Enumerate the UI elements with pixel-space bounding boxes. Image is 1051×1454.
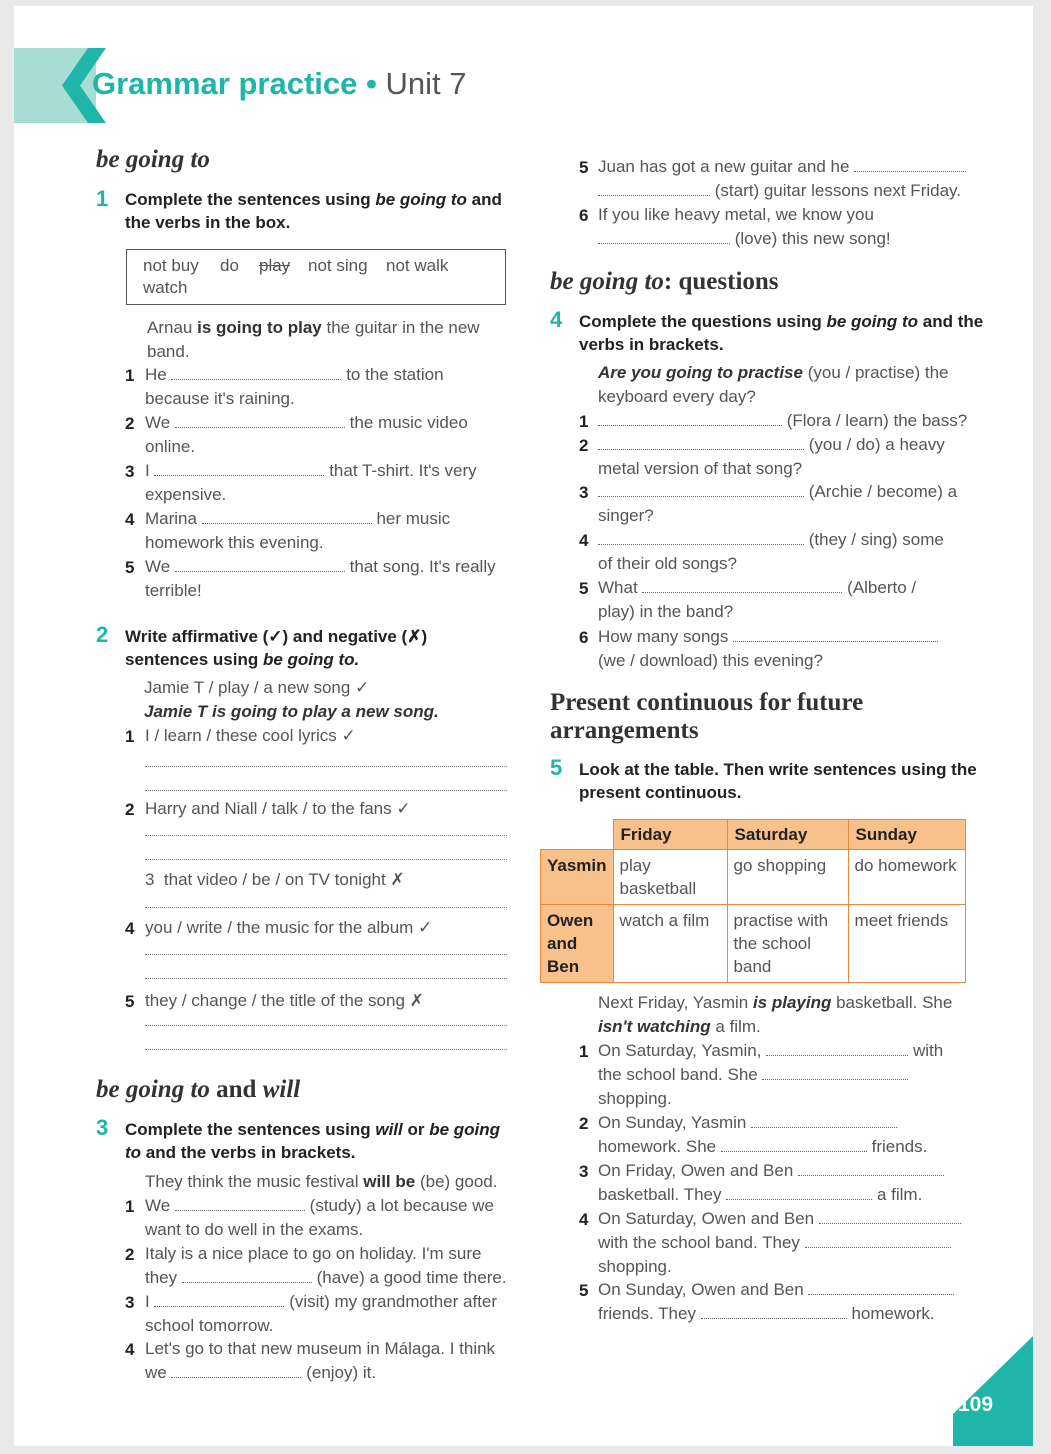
exercise-item-cont: play) in the band?: [598, 602, 734, 621]
exercise-instruction: Look at the table. Then write sentences using the present continuous.: [579, 760, 977, 802]
page-title: Grammar practice • Unit 7: [92, 66, 467, 101]
exercise-item-cont: homework this evening.: [145, 533, 324, 552]
answer-line[interactable]: [145, 1025, 507, 1026]
answer-blank[interactable]: [819, 1209, 961, 1224]
item-number: 4: [579, 531, 589, 550]
item-number: 6: [579, 206, 589, 225]
answer-line[interactable]: [145, 766, 507, 767]
answer-blank[interactable]: [175, 413, 345, 428]
exercise-number: 1: [96, 186, 109, 211]
exercise-item: How many songs: [598, 625, 938, 649]
exercise-item: On Saturday, Owen and Ben: [598, 1207, 961, 1231]
answer-line[interactable]: [145, 954, 507, 955]
exercise-item-cont: they (have) a good time there.: [145, 1268, 507, 1287]
example-sentence: Next Friday, Yasmin is playing basketball. She: [598, 993, 953, 1012]
answer-blank[interactable]: [154, 461, 324, 476]
item-number: 4: [125, 1340, 135, 1359]
answer-blank[interactable]: [598, 435, 804, 450]
table-header: Saturday: [727, 820, 848, 850]
item-number: 3: [125, 462, 135, 481]
item-number: 1: [125, 727, 135, 746]
exercise-instruction: Write affirmative (✓) and negative (✗) sentences using be going to.: [125, 627, 428, 669]
answer-blank[interactable]: [726, 1185, 872, 1200]
exercise-item-cont: expensive.: [145, 485, 227, 504]
exercise-item: Harry and Niall / talk / to the fans ✓: [145, 799, 411, 818]
table-header: Friday: [613, 820, 727, 850]
answer-line[interactable]: [145, 1049, 507, 1050]
item-number: 4: [125, 510, 135, 529]
item-number: 3: [125, 1293, 135, 1312]
exercise-item: I / learn / these cool lyrics ✓: [145, 726, 356, 745]
answer-line[interactable]: [145, 907, 507, 908]
exercise-item-cont: because it's raining.: [145, 389, 295, 408]
answer-line[interactable]: [145, 790, 507, 791]
answer-blank[interactable]: [642, 578, 842, 593]
exercise-item: On Saturday, Yasmin, with: [598, 1041, 944, 1060]
exercise-item-cont: of their old songs?: [598, 554, 737, 573]
answer-blank[interactable]: [598, 482, 804, 497]
exercise-item-cont: we (enjoy) it.: [145, 1363, 377, 1382]
answer-blank[interactable]: [598, 530, 804, 545]
item-number: 5: [125, 992, 135, 1011]
exercise-item: Let's go to that new museum in Málaga. I think: [145, 1339, 496, 1358]
item-number: 5: [579, 579, 589, 598]
answer-line[interactable]: [145, 859, 507, 860]
table-cell: meet friends: [848, 905, 965, 983]
word: do: [220, 256, 239, 275]
item-number: 6: [579, 628, 589, 647]
example-sentence: Are you going to practise (you / practise) the: [598, 363, 949, 382]
answer-blank[interactable]: [762, 1065, 908, 1080]
section-heading-going-to-will: be going to and will: [96, 1076, 301, 1103]
example-sentence-cont: isn't watching a film.: [598, 1017, 761, 1036]
exercise-item: I that T-shirt. It's very: [145, 461, 477, 480]
answer-blank[interactable]: [798, 1161, 944, 1176]
exercise-item: We that song. It's really: [145, 557, 496, 576]
table-cell: practise with the school band: [727, 905, 848, 983]
word-crossed-out: play: [259, 256, 291, 275]
section-heading-present-continuous: Present continuous for future arrangements: [550, 689, 864, 744]
answer-blank[interactable]: [182, 1268, 312, 1283]
table-row-header: Yasmin: [541, 850, 614, 905]
exercise-item: you / write / the music for the album ✓: [145, 918, 433, 937]
example-answer: Jamie T is going to play a new song.: [144, 702, 439, 721]
answer-blank[interactable]: [598, 229, 730, 244]
exercise-item: We the music video: [145, 413, 468, 432]
exercise-item: On Sunday, Owen and Ben: [598, 1278, 954, 1302]
exercise-item-cont: the school band. She: [598, 1063, 908, 1087]
item-number: 2: [125, 414, 135, 433]
answer-blank[interactable]: [766, 1041, 908, 1056]
exercise-item-cont: school tomorrow.: [145, 1316, 274, 1335]
table-cell: go shopping: [727, 850, 848, 905]
exercise-item: We (study) a lot because we: [145, 1196, 494, 1215]
answer-blank[interactable]: [171, 365, 341, 380]
table-cell: play basketball: [613, 850, 727, 905]
answer-blank[interactable]: [598, 181, 710, 196]
schedule-table: [540, 819, 966, 983]
word: not walk: [386, 256, 449, 275]
exercise-item: Italy is a nice place to go on holiday. I'm sure: [145, 1244, 482, 1263]
exercise-item-cont: terrible!: [145, 581, 202, 600]
exercise-instruction: Complete the sentences using will or be going to and the verbs in brackets.: [125, 1120, 501, 1162]
answer-blank[interactable]: [808, 1280, 954, 1295]
exercise-number: 2: [96, 622, 109, 647]
item-number: 4: [125, 919, 135, 938]
item-number: 1: [579, 412, 589, 431]
section-heading-be-going-to: be going to: [96, 146, 210, 173]
exercise-item-cont: shopping.: [598, 1257, 672, 1276]
exercise-number: 3: [96, 1115, 109, 1140]
answer-blank[interactable]: [701, 1304, 847, 1319]
item-number: 1: [125, 366, 135, 385]
answer-blank[interactable]: [721, 1137, 867, 1152]
table-corner: [541, 820, 614, 850]
section-heading-questions: be going to: questions: [550, 268, 779, 295]
exercise-item-cont: shopping.: [598, 1089, 672, 1108]
table-cell: do homework: [848, 850, 965, 905]
item-number: 5: [125, 558, 135, 577]
exercise-item: If you like heavy metal, we know you: [598, 205, 874, 224]
item-number: 1: [125, 1197, 135, 1216]
item-number: 4: [579, 1210, 589, 1229]
exercise-item-cont: with the school band. They: [598, 1231, 951, 1255]
item-number: 2: [579, 1114, 589, 1133]
item-number: 2: [125, 1245, 135, 1264]
word: not buy: [143, 256, 199, 275]
answer-blank[interactable]: [202, 509, 372, 524]
answer-blank[interactable]: [175, 1196, 305, 1211]
answer-blank[interactable]: [733, 627, 938, 642]
exercise-item-cont: (start) guitar lessons next Friday.: [598, 179, 961, 203]
item-number: 5: [579, 158, 589, 177]
word: not sing: [308, 256, 368, 275]
exercise-item: (Archie / become) a: [598, 480, 957, 504]
page-corner-tab: [953, 1336, 1033, 1446]
exercise-item: What (Alberto /: [598, 578, 917, 597]
word: watch: [143, 278, 188, 297]
exercise-item: (Flora / learn) the bass?: [598, 409, 967, 433]
exercise-item: (you / do) a heavy: [598, 433, 945, 457]
exercise-item: I (visit) my grandmother after: [145, 1292, 498, 1311]
answer-blank[interactable]: [598, 411, 782, 426]
exercise-item: they / change / the title of the song ✗: [145, 991, 424, 1010]
item-number: 1: [579, 1042, 589, 1061]
example-sentence: Arnau is going to play the guitar in the new: [147, 318, 480, 337]
word-box: [126, 249, 506, 305]
exercise-item: Juan has got a new guitar and he: [598, 155, 966, 179]
exercise-item: On Sunday, Yasmin: [598, 1111, 897, 1135]
table-row-header: Owen and Ben: [541, 905, 614, 983]
exercise-item-cont: basketball. They a film.: [598, 1185, 923, 1204]
answer-blank[interactable]: [854, 157, 966, 172]
workbook-page: [14, 6, 1033, 1446]
exercise-item: (they / sing) some: [598, 528, 944, 552]
answer-blank[interactable]: [751, 1113, 897, 1128]
answer-blank[interactable]: [805, 1233, 951, 1248]
example-sentence-cont: keyboard every day?: [598, 387, 756, 406]
exercise-item-cont: (love) this new song!: [598, 227, 891, 251]
item-number: 2: [125, 800, 135, 819]
example-sentence: They think the music festival will be (be) good.: [145, 1172, 498, 1191]
exercise-instruction: Complete the questions using be going to and the verbs in brackets.: [579, 312, 984, 354]
answer-blank[interactable]: [175, 557, 345, 572]
item-number: 5: [579, 1281, 589, 1300]
exercise-item-cont: (we / download) this evening?: [598, 651, 823, 670]
exercise-item-cont: homework. She friends.: [598, 1137, 928, 1156]
item-number: 2: [579, 436, 589, 455]
exercise-item-cont: online.: [145, 437, 196, 456]
exercise-item: He to the station: [145, 365, 444, 384]
answer-line[interactable]: [145, 978, 507, 979]
exercise-item: Marina her music: [145, 509, 451, 528]
table-header: Sunday: [848, 820, 965, 850]
answer-line[interactable]: [145, 835, 507, 836]
exercise-item-cont: friends. They homework.: [598, 1304, 935, 1323]
example-prompt: Jamie T / play / a new song ✓: [144, 678, 370, 697]
exercise-number: 5: [550, 755, 563, 780]
example-sentence-cont: band.: [147, 342, 190, 361]
item-number: 3: [579, 483, 589, 502]
page-number: 109: [958, 1393, 994, 1416]
answer-blank[interactable]: [171, 1363, 301, 1378]
exercise-item: On Friday, Owen and Ben: [598, 1159, 944, 1183]
table-cell: watch a film: [613, 905, 727, 983]
exercise-item-cont: singer?: [598, 506, 654, 525]
answer-blank[interactable]: [154, 1292, 284, 1307]
exercise-instruction: Complete the sentences using be going to and the verbs in the box.: [125, 190, 502, 232]
exercise-item: 3 that video / be / on TV tonight ✗: [145, 870, 405, 889]
exercise-item-cont: metal version of that song?: [598, 459, 803, 478]
exercise-item-cont: want to do well in the exams.: [145, 1220, 364, 1239]
item-number: 3: [579, 1162, 589, 1181]
exercise-number: 4: [550, 307, 563, 332]
